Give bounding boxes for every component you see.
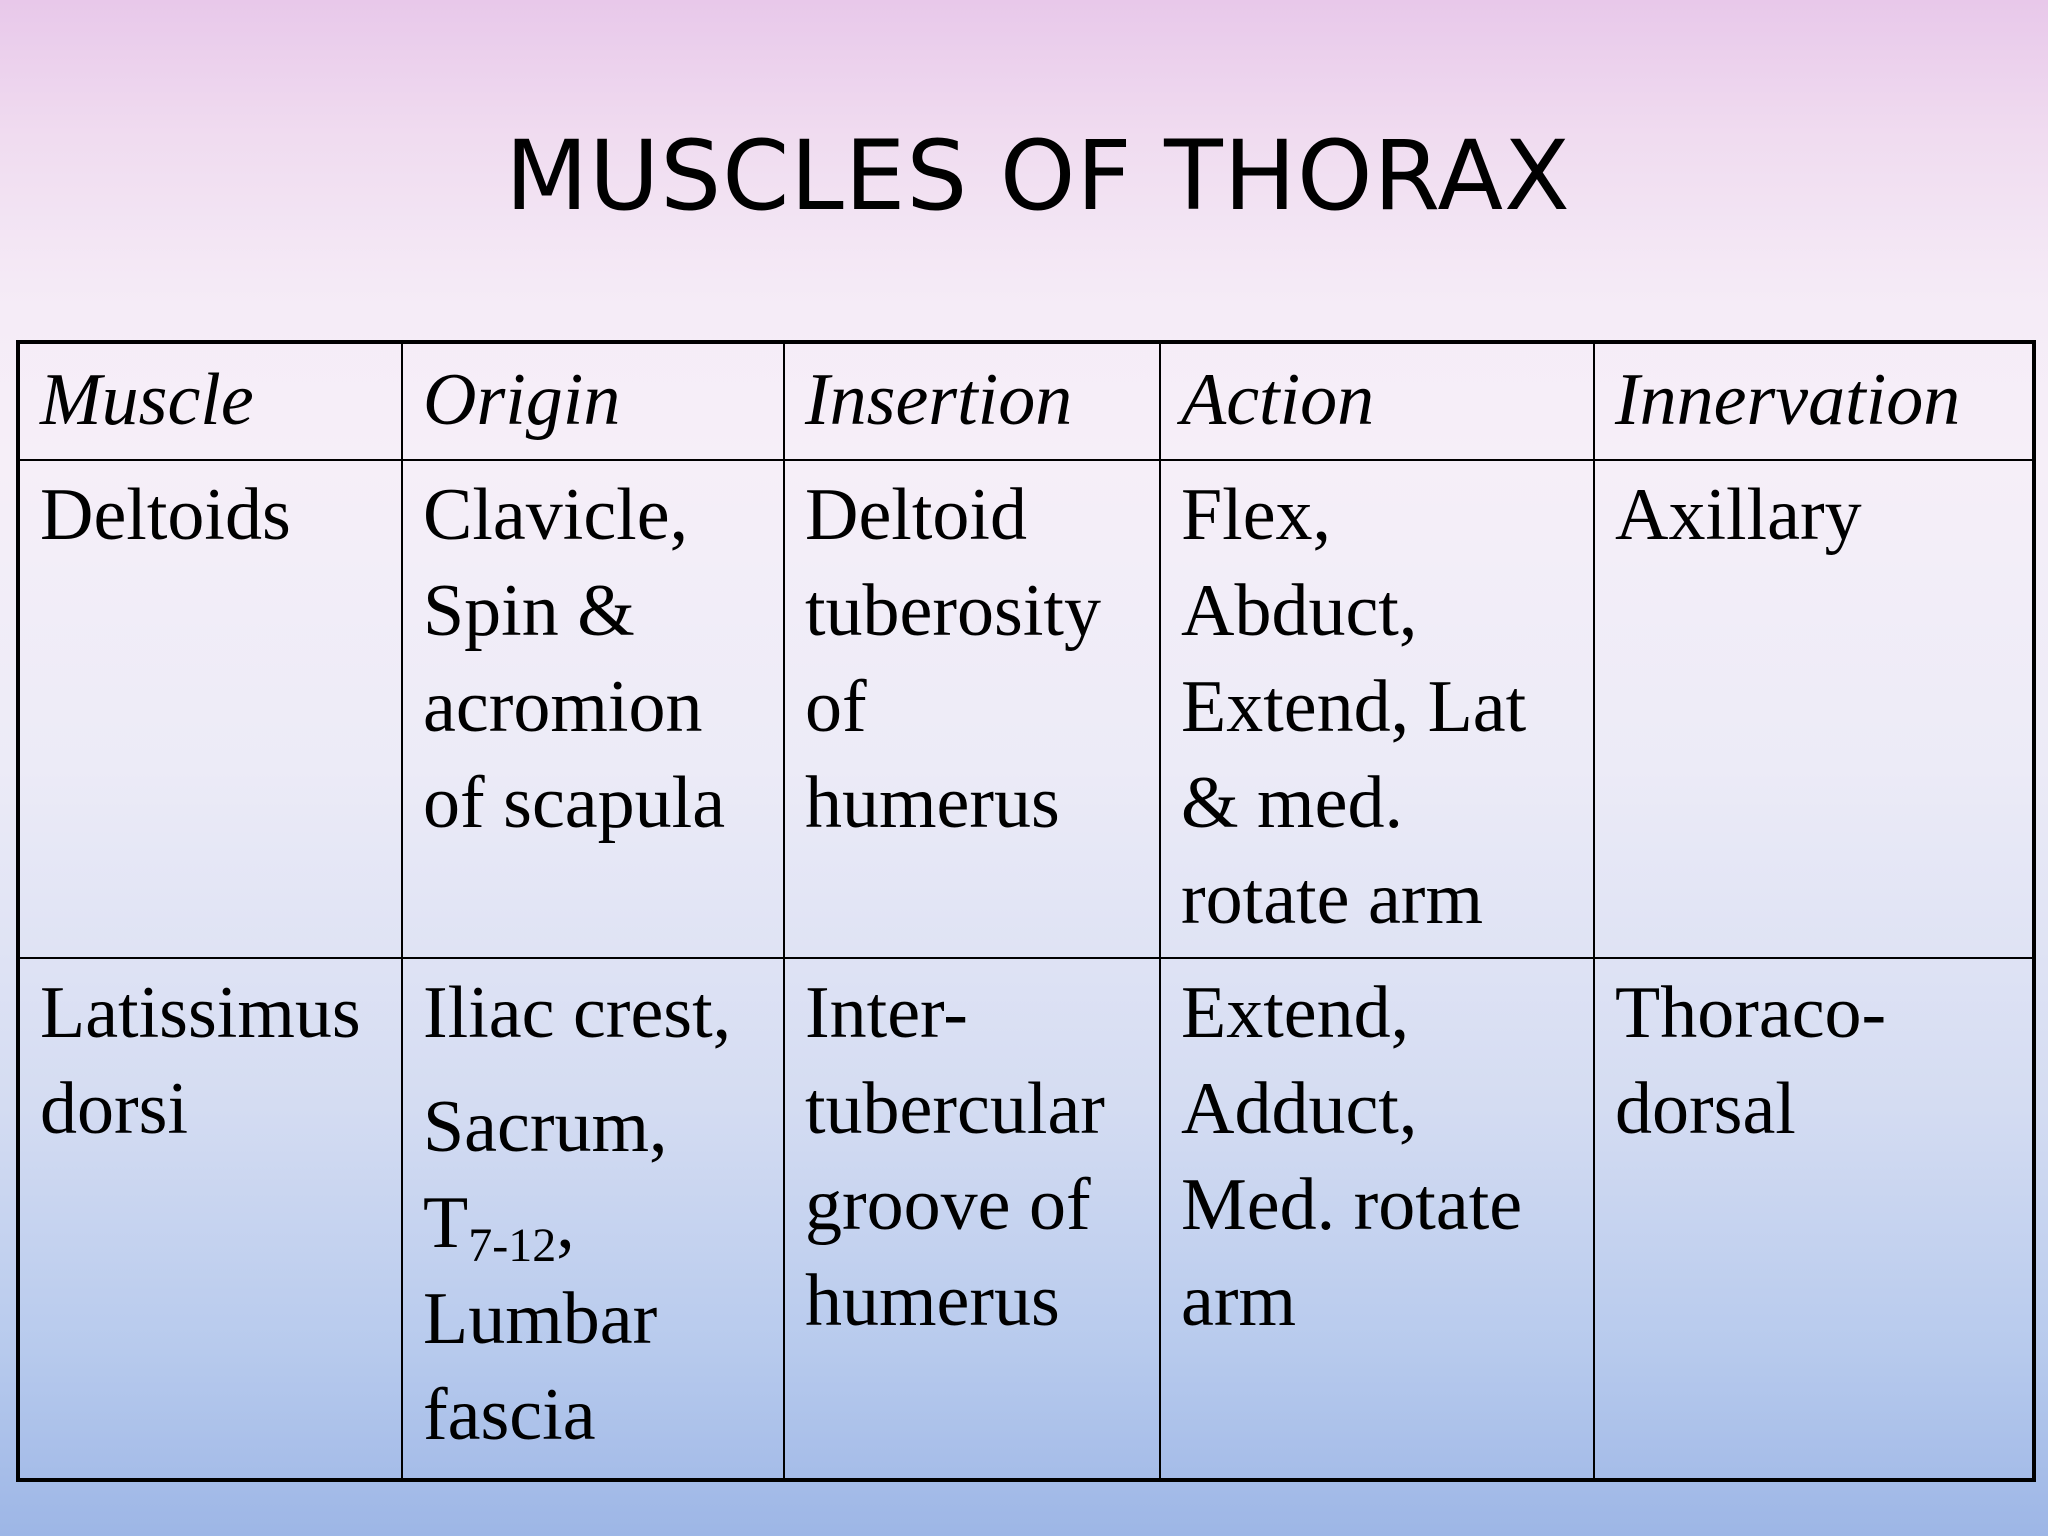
cell-text: groove of (805, 1164, 1091, 1246)
cell-innervation (1594, 958, 2034, 1480)
table-header-row (18, 342, 2034, 460)
cell-text: Thoraco- (1615, 972, 1887, 1054)
t-comma: , (556, 1182, 575, 1264)
table-row (18, 460, 2034, 958)
cell-action (1160, 958, 1594, 1480)
cell-text: Adduct, (1181, 1068, 1418, 1150)
cell-text: Extend, Lat (1181, 666, 1527, 748)
cell-text: Inter- (805, 972, 968, 1054)
cell-muscle (18, 958, 402, 1480)
cell-text: arm (1181, 1260, 1297, 1342)
cell-innervation (1594, 460, 2034, 958)
cell-text: Latissimus (40, 972, 361, 1054)
cell-text: dorsi (40, 1068, 188, 1150)
cell-text: rotate arm (1181, 858, 1483, 940)
cell-action (1160, 460, 1594, 958)
cell-text: Deltoid (805, 474, 1027, 556)
header-origin: Origin (402, 342, 784, 460)
cell-text: of (805, 666, 867, 748)
cell-text: fascia (423, 1374, 596, 1456)
cell-text: humerus (805, 762, 1060, 844)
cell-text: humerus (805, 1260, 1060, 1342)
cell-insertion (784, 958, 1160, 1480)
header-insertion: Insertion (784, 342, 1160, 460)
header-action: Action (1160, 342, 1594, 460)
t-subscript: 7-12 (468, 1219, 557, 1272)
cell-text: Med. rotate (1181, 1164, 1523, 1246)
cell-text: Sacrum, (423, 1086, 668, 1168)
header-muscle: Muscle (18, 342, 402, 460)
cell-text: & med. (1181, 762, 1403, 844)
muscle-table (16, 340, 2036, 1482)
cell-text: Clavicle, (423, 474, 689, 556)
cell-text: Lumbar (423, 1278, 658, 1360)
cell-text: Deltoids (40, 474, 291, 556)
cell-text: Spin & (423, 570, 635, 652)
header-innervation: Innervation (1594, 342, 2034, 460)
cell-text: acromion (423, 666, 703, 748)
cell-text: Abduct, (1181, 570, 1418, 652)
cell-origin (402, 958, 784, 1480)
cell-muscle (18, 460, 402, 958)
slide-title: MUSCLES OF THORAX (505, 120, 1571, 232)
cell-origin (402, 460, 784, 958)
cell-text: Iliac crest, (423, 972, 732, 1054)
cell-text: dorsal (1615, 1068, 1796, 1150)
cell-insertion (784, 460, 1160, 958)
cell-text: Axillary (1615, 474, 1862, 556)
cell-text: tubercular (805, 1068, 1105, 1150)
cell-text: of scapula (423, 762, 726, 844)
t-base: T (423, 1182, 469, 1264)
cell-text-vertebrae (423, 1175, 773, 1271)
cell-text: tuberosity (805, 570, 1101, 652)
cell-text: Extend, (1181, 972, 1410, 1054)
table-row (18, 958, 2034, 1480)
cell-text: Flex, (1181, 474, 1332, 556)
